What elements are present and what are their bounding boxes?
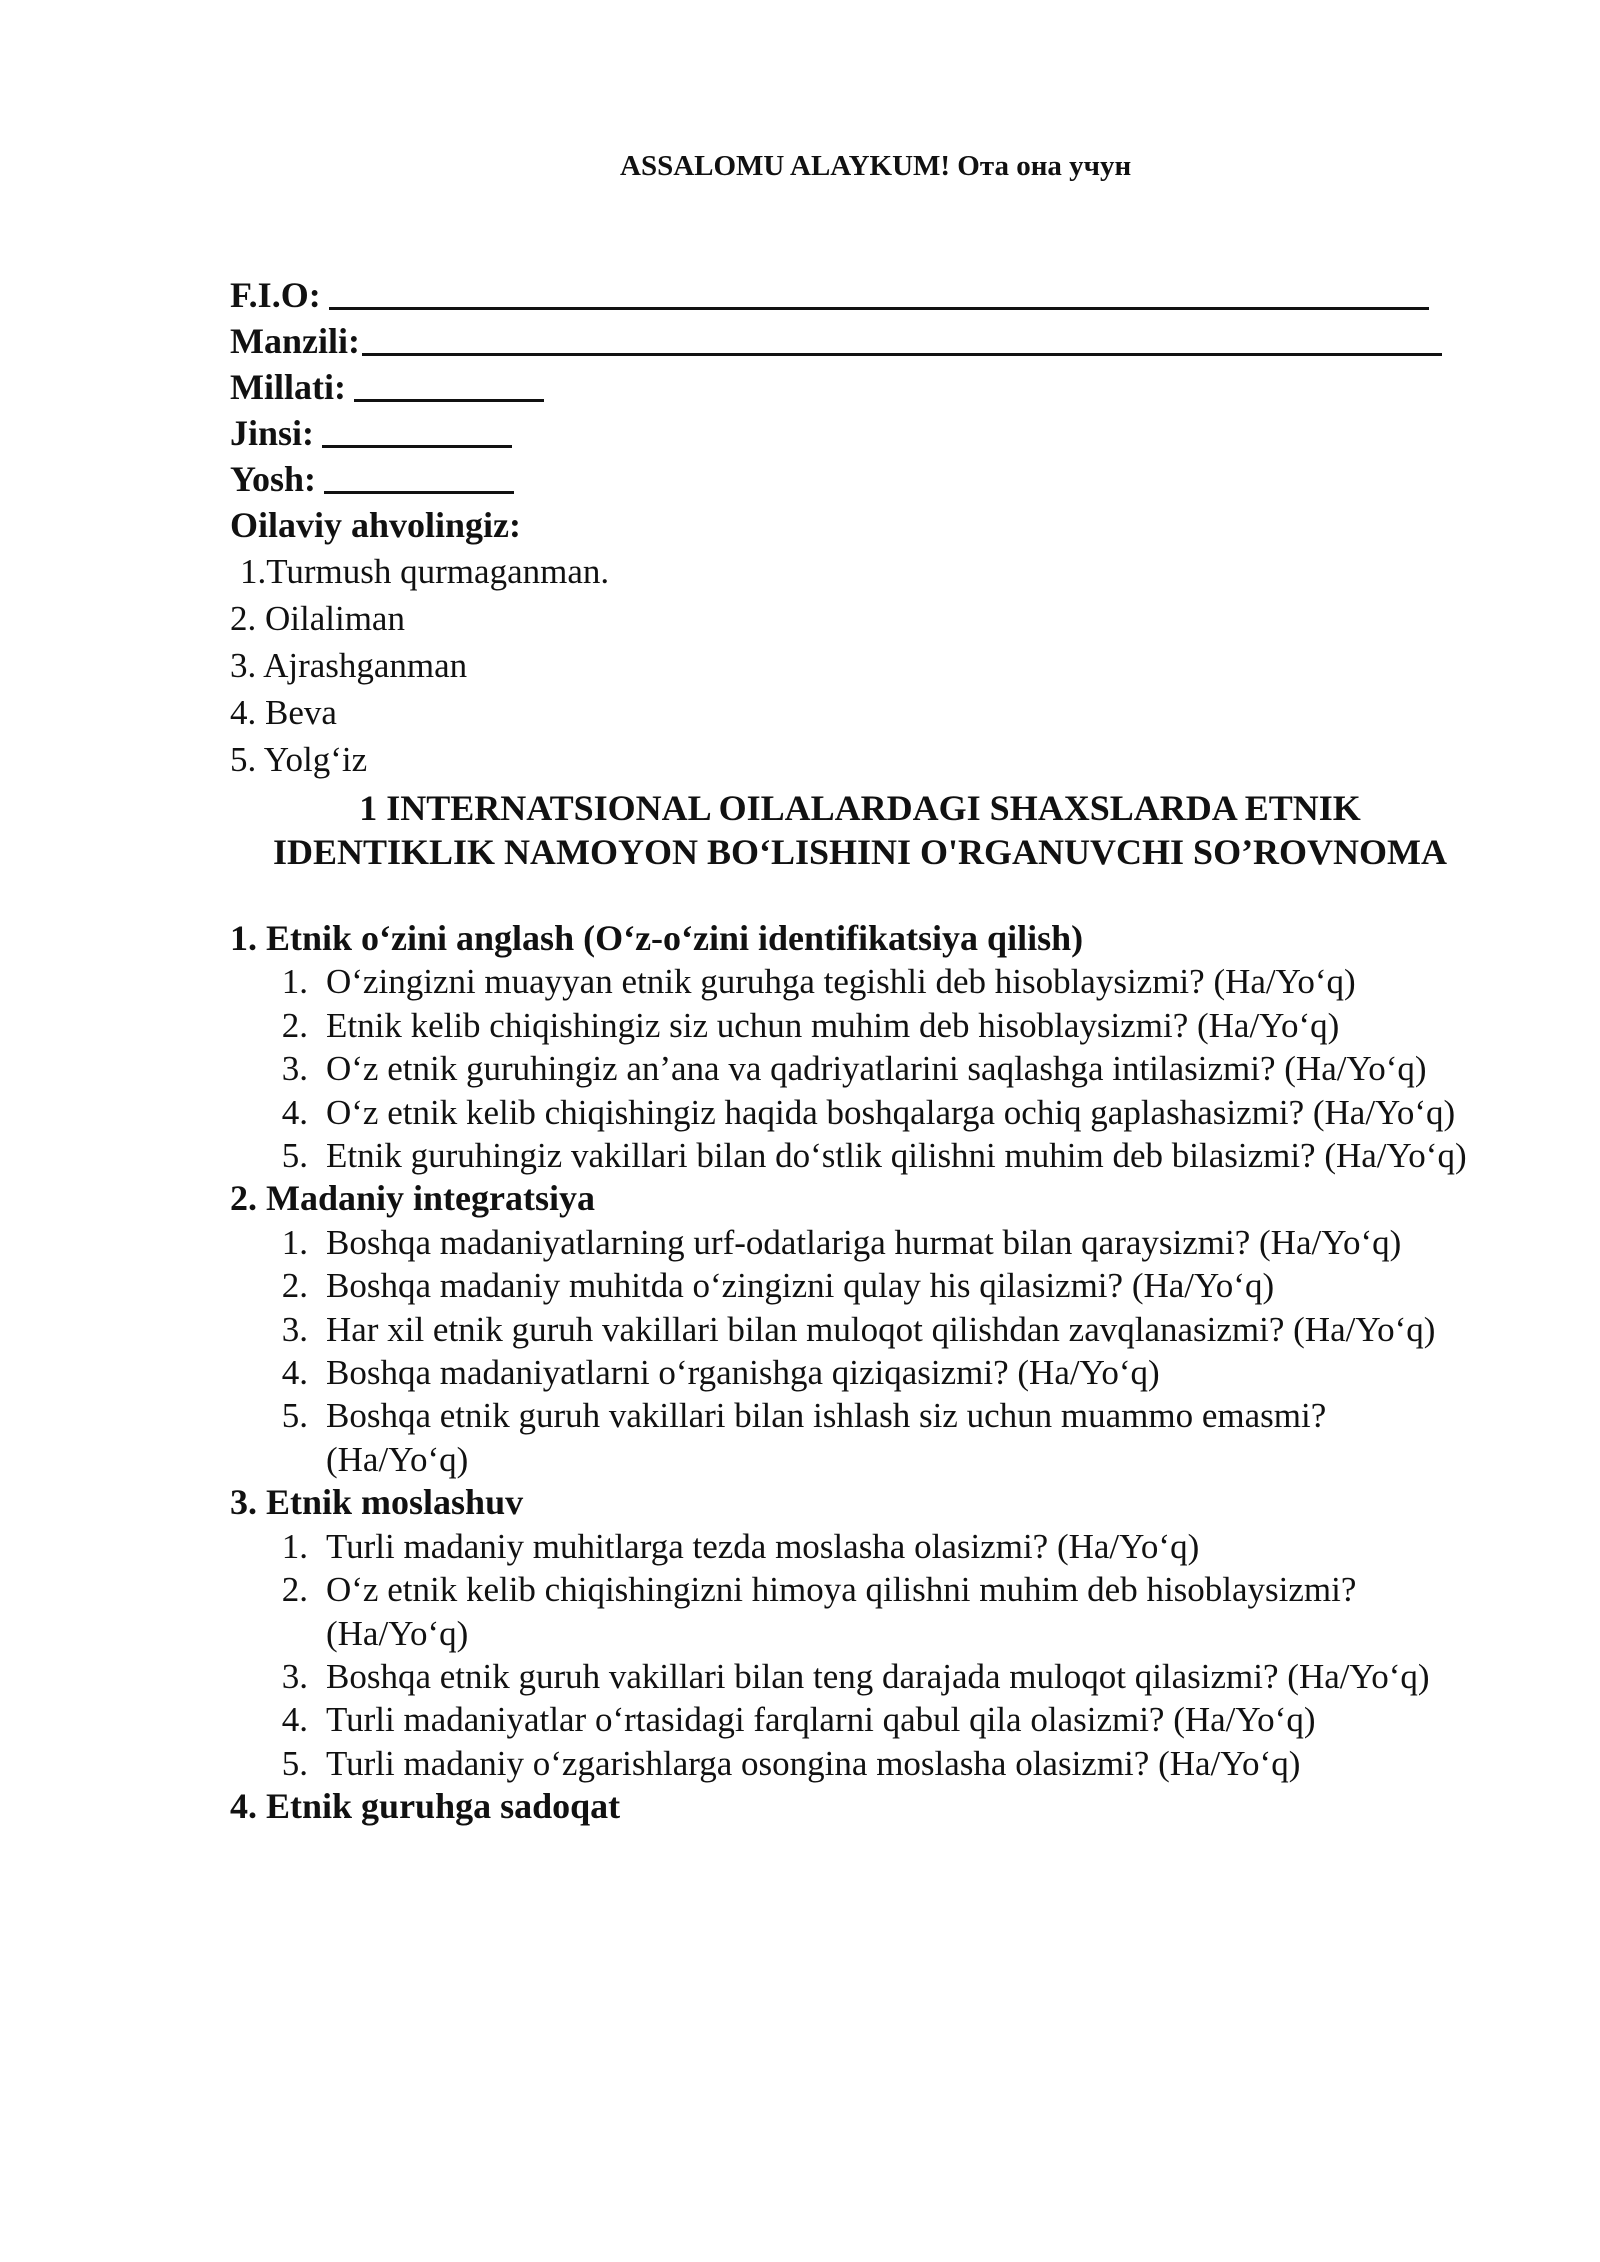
question-text: O‘zingizni muayyan etnik guruhga tegishli deb hisoblaysizmi? (Ha/Yo‘q) (326, 962, 1356, 1002)
question-text: Turli madaniy o‘zgarishlarga osongina moslasha olasizmi? (Ha/Yo‘q) (326, 1743, 1301, 1783)
question-text: O‘z etnik kelib chiqishingizni himoya qilishni muhim deb hisoblaysizmi? (Ha/Yo‘q) (326, 1570, 1357, 1653)
question-item (230, 1091, 1530, 1134)
greeting-header: ASSALOMU ALAYKUM! Ота она учун (620, 150, 1132, 182)
survey-sections (230, 917, 1530, 1829)
field-row (230, 272, 1490, 318)
question-text: Boshqa etnik guruh vakillari bilan ishlash siz uchun muammo emasmi? (Ha/Yo‘q) (326, 1396, 1327, 1479)
question-number: 1. (281, 962, 308, 1002)
field-label: Manzili: (230, 321, 360, 361)
fill-in-blank[interactable] (329, 277, 1429, 310)
question-item (230, 1394, 1530, 1481)
survey-title-line: IDENTIKLIK NAMOYON BO‘LISHINI O'RGANUVCHI SO’ROVNOMA (272, 832, 1448, 872)
question-text: Har xil etnik guruh vakillari bilan muloqot qilishdan zavqlanasizmi? (Ha/Yo‘q) (326, 1309, 1436, 1349)
fill-in-blank[interactable] (324, 461, 514, 494)
question-item (230, 1525, 1530, 1568)
question-text: Boshqa madaniyatlarni o‘rganishga qiziqasizmi? (Ha/Yo‘q) (326, 1353, 1160, 1393)
question-number: 2. (281, 1266, 308, 1306)
survey-title (230, 786, 1490, 874)
field-label: F.I.O: (230, 275, 321, 315)
section-title: 4. Etnik guruhga sadoqat (230, 1786, 621, 1827)
question-text: Boshqa madaniyatlarning urf-odatlariga hurmat bilan qaraysizmi? (Ha/Yo‘q) (326, 1222, 1402, 1262)
respondent-fields (230, 272, 1490, 502)
question-text: Boshqa madaniy muhitda o‘zingizni qulay his qilasizmi? (Ha/Yo‘q) (326, 1266, 1275, 1306)
field-row (230, 456, 1490, 502)
marital-option: 5. Yolg‘iz (230, 740, 368, 779)
question-number: 3. (281, 1049, 308, 1089)
question-text: Turli madaniyatlar o‘rtasidagi farqlarni qabul qila olasizmi? (Ha/Yo‘q) (326, 1700, 1316, 1740)
question-number: 1. (281, 1526, 308, 1566)
question-item (230, 1351, 1530, 1394)
survey-section (230, 917, 1530, 1177)
question-number: 4. (281, 1700, 308, 1740)
question-number: 2. (281, 1005, 308, 1045)
section-title: 2. Madaniy integratsiya (230, 1178, 595, 1219)
question-number: 3. (281, 1309, 308, 1349)
field-row (230, 364, 1490, 410)
question-item (230, 1221, 1530, 1264)
field-row (230, 410, 1490, 456)
question-text: Turli madaniy muhitlarga tezda moslasha olasizmi? (Ha/Yo‘q) (326, 1526, 1200, 1566)
question-text: O‘z etnik guruhingiz an’ana va qadriyatlarini saqlashga intilasizmi? (Ha/Yo‘q) (326, 1049, 1427, 1089)
question-number: 4. (281, 1353, 308, 1393)
marital-status-heading: Oilaviy ahvolingiz: (230, 505, 522, 545)
question-number: 1. (281, 1222, 308, 1262)
field-label: Millati: (230, 367, 346, 407)
marital-option: 2. Oilaliman (230, 599, 405, 638)
section-title: 1. Etnik o‘zini anglash (O‘z-o‘zini identifikatsiya qilish) (230, 918, 1084, 958)
question-text: Etnik kelib chiqishingiz siz uchun muhim deb hisoblaysizmi? (Ha/Yo‘q) (326, 1005, 1340, 1045)
respondent-form (230, 272, 1490, 783)
question-item (230, 1698, 1530, 1741)
question-item (230, 1264, 1530, 1307)
fill-in-blank[interactable] (322, 415, 512, 448)
marital-option: 3. Ajrashganman (230, 646, 468, 685)
field-label: Jinsi: (230, 413, 315, 453)
fill-in-blank[interactable] (354, 369, 544, 402)
question-number: 5. (281, 1743, 308, 1783)
field-row (230, 318, 1490, 364)
survey-section (230, 1785, 1530, 1828)
question-number: 2. (281, 1570, 308, 1610)
question-item (230, 1004, 1530, 1047)
survey-section (230, 1177, 1530, 1481)
survey-title-line: 1 INTERNATSIONAL OILALARDAGI SHAXSLARDA ETNIK (359, 788, 1361, 828)
question-item (230, 1568, 1530, 1655)
section-title: 3. Etnik moslashuv (230, 1482, 524, 1523)
marital-option: 4. Beva (230, 693, 337, 732)
question-item (230, 1742, 1530, 1785)
question-text: O‘z etnik kelib chiqishingiz haqida boshqalarga ochiq gaplashasizmi? (Ha/Yo‘q) (326, 1092, 1456, 1132)
question-item (230, 1047, 1530, 1090)
question-item (230, 1134, 1530, 1177)
question-item (230, 960, 1530, 1003)
question-number: 5. (281, 1396, 308, 1436)
field-label: Yosh: (230, 459, 317, 499)
survey-section (230, 1481, 1530, 1785)
question-item (230, 1655, 1530, 1698)
question-text: Boshqa etnik guruh vakillari bilan teng darajada muloqot qilasizmi? (Ha/Yo‘q) (326, 1656, 1430, 1696)
question-number: 5. (281, 1136, 308, 1176)
question-number: 3. (281, 1656, 308, 1696)
fill-in-blank[interactable] (362, 323, 1442, 356)
marital-status-options (230, 548, 1490, 783)
question-number: 4. (281, 1092, 308, 1132)
question-item (230, 1308, 1530, 1351)
marital-option: 1.Turmush qurmaganman. (240, 552, 610, 591)
question-text: Etnik guruhingiz vakillari bilan do‘stlik qilishni muhim deb bilasizmi? (Ha/Yo‘q) (326, 1136, 1467, 1176)
